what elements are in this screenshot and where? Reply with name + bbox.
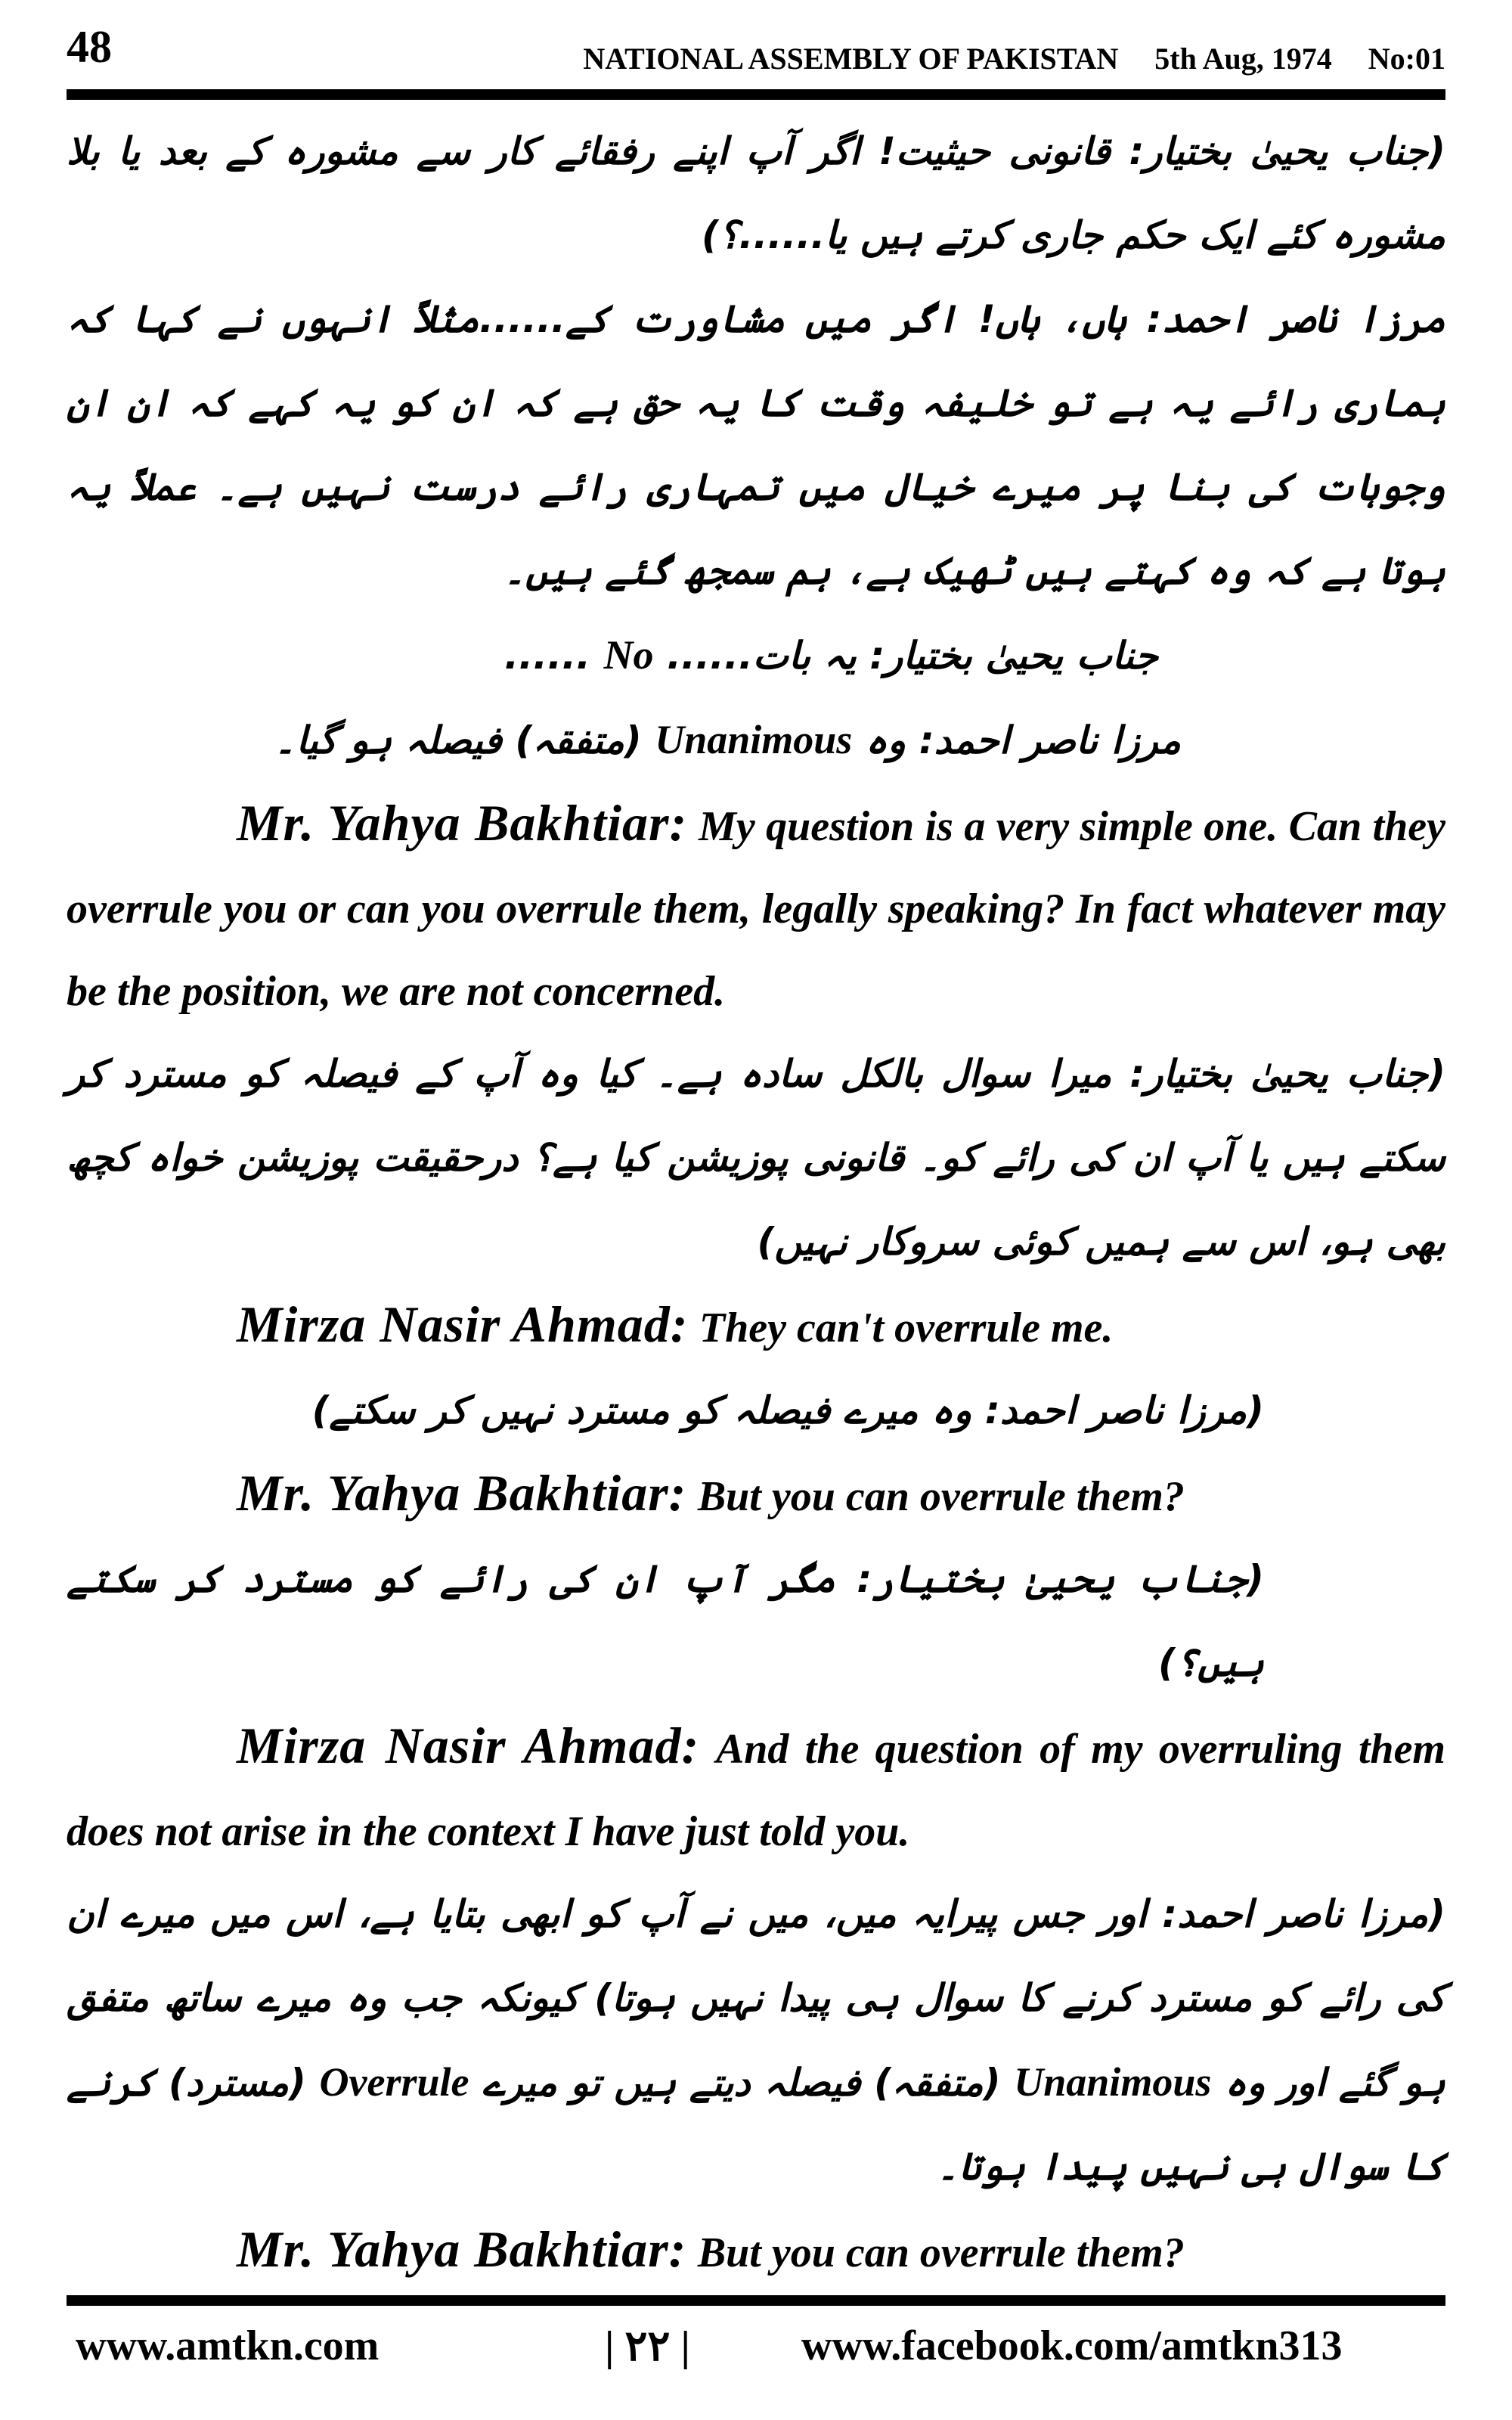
latin-term: Unanimous [1014,2059,1212,2105]
paragraph-tail: (متفقہ) فیصلہ دیتے ہیں تو میرے [482,2061,1001,2105]
paragraph-text: But you can overrule them? [697,2229,1185,2276]
publication-title: NATIONAL ASSEMBLY OF PAKISTAN [583,42,1119,76]
speaker-label: (مرزا ناصر احمد: [984,1388,1264,1432]
speaker-label: (جناب یحییٰ بختیار: [857,1557,1264,1601]
paragraph-text: My question is a very simple one. Can they overrule you or can you overrule them, legally speaking? In fact whatever may be the position, we are not concerned. [67,803,1446,1015]
urdu-paragraph [67,278,1445,613]
english-paragraph [67,1705,1445,1872]
speaker-label: Mr. Yahya Bakhtiar: [237,794,688,852]
paragraph-text: And the question of my overruling them does not arise in the context I have just told you. [67,1726,1445,1855]
paragraph-tail: (مسترد) کرنے کا سوال ہی نہیں پیدا ہوتا۔ [67,2061,1445,2189]
english-paragraph [67,1284,1445,1369]
footer-page-number: | ۲۲ | [605,2323,690,2370]
running-head [547,41,1445,76]
header-rule [67,89,1445,100]
facebook-link[interactable]: www.facebook.com/amtkn313 [801,2322,1343,2369]
paragraph-text: اور جس پیرایہ میں، میں نے آپ کو ابھی بتایا ہے، اس میں میرے ان کی رائے کو مسترد کرنے کا سوال ہی پیدا نہیں ہوتا) کیونکہ جب وہ میرے ساتھ متفق ہو گئے اور وہ [67,1892,1445,2105]
urdu-paragraph [67,698,1445,783]
paragraph-text: But you can overrule them? [697,1473,1185,1520]
paragraph-text: وہ [865,718,906,762]
urdu-paragraph [67,1872,1445,2209]
urdu-paragraph [67,1369,1445,1453]
session-date: 5th Aug, 1974 [1154,42,1332,76]
paragraph-text: They can't overrule me. [699,1305,1114,1351]
page-header [67,21,1445,94]
paragraph-text: قانونی حیثیت! اگر آپ اپنے رفقائے کار سے مشورہ کے بعد یا بلا مشورہ کئے ایک حکم جاری کرتے ہیں یا......؟) [67,129,1445,257]
paragraph-tail: (متفقہ) فیصلہ ہو گیا۔ [274,718,642,762]
speaker-label: (جناب یحییٰ بختیار: [1129,1052,1445,1096]
urdu-paragraph [67,1537,1445,1705]
latin-term: Overrule [319,2059,469,2105]
speaker-label: Mr. Yahya Bakhtiar: [237,2220,687,2278]
speaker-label: مرزا ناصر احمد: [919,718,1181,762]
paragraph-text: یہ بات...... [666,634,857,678]
speaker-label: (جناب یحییٰ بختیار: [1129,129,1445,173]
speaker-label: (مرزا ناصر احمد: [1162,1892,1445,1936]
transcript-body [67,110,1445,2288]
page-number: 48 [67,22,112,72]
urdu-paragraph [67,613,1445,698]
latin-term: Unanimous [655,717,853,762]
english-paragraph [67,2209,1445,2294]
urdu-paragraph [67,110,1445,278]
english-paragraph [67,1453,1445,1537]
paragraph-text: وہ میرے فیصلہ کو مسترد نہیں کر سکتے) [311,1388,972,1432]
paragraph-text: ہاں، ہاں! اگر میں مشاورت کے......مثلاً انہوں نے کہا کہ ہماری رائے یہ ہے تو خلیفہ وقت کا یہ حق ہے کہ ان کو یہ کہے کہ ان ان وجوہات کی بنا پر میرے خیال میں تمہاری رائے درست نہیں ہے۔ عملاً یہ ہوتا ہے کہ وہ کہتے ہیں ٹھیک ہے، ہم سمجھ گئے ہیں۔ [67,297,1445,593]
footer-rule [67,2295,1445,2306]
speaker-label: مرزا ناصر احمد: [1146,297,1445,341]
speaker-label: Mr. Yahya Bakhtiar: [237,1464,687,1522]
latin-term: No [603,632,654,678]
paragraph-text: میرا سوال بالکل سادہ ہے۔ کیا وہ آپ کے فیصلہ کو مسترد کر سکتے ہیں یا آپ ان کی رائے کو۔ قانونی پوزیشن کیا ہے؟ درحقیقت پوزیشن خواہ کچھ بھی ہو، اس سے ہمیں کوئی سروکار نہیں) [67,1052,1445,1264]
english-paragraph [67,783,1445,1032]
page-footer [76,2322,1436,2390]
speaker-label: Mirza Nasir Ahmad: [237,1295,689,1353]
urdu-paragraph [67,1032,1445,1284]
website-link[interactable]: www.amtkn.com [76,2322,380,2369]
speaker-label: Mirza Nasir Ahmad: [237,1717,700,1774]
issue-number: No:01 [1368,42,1445,76]
paragraph-text: مگر آپ ان کی رائے کو مسترد کر سکتے ہیں؟) [67,1557,1264,1685]
speaker-label: جناب یحییٰ بختیار: [869,634,1158,678]
paragraph-tail: ...... [504,634,591,678]
